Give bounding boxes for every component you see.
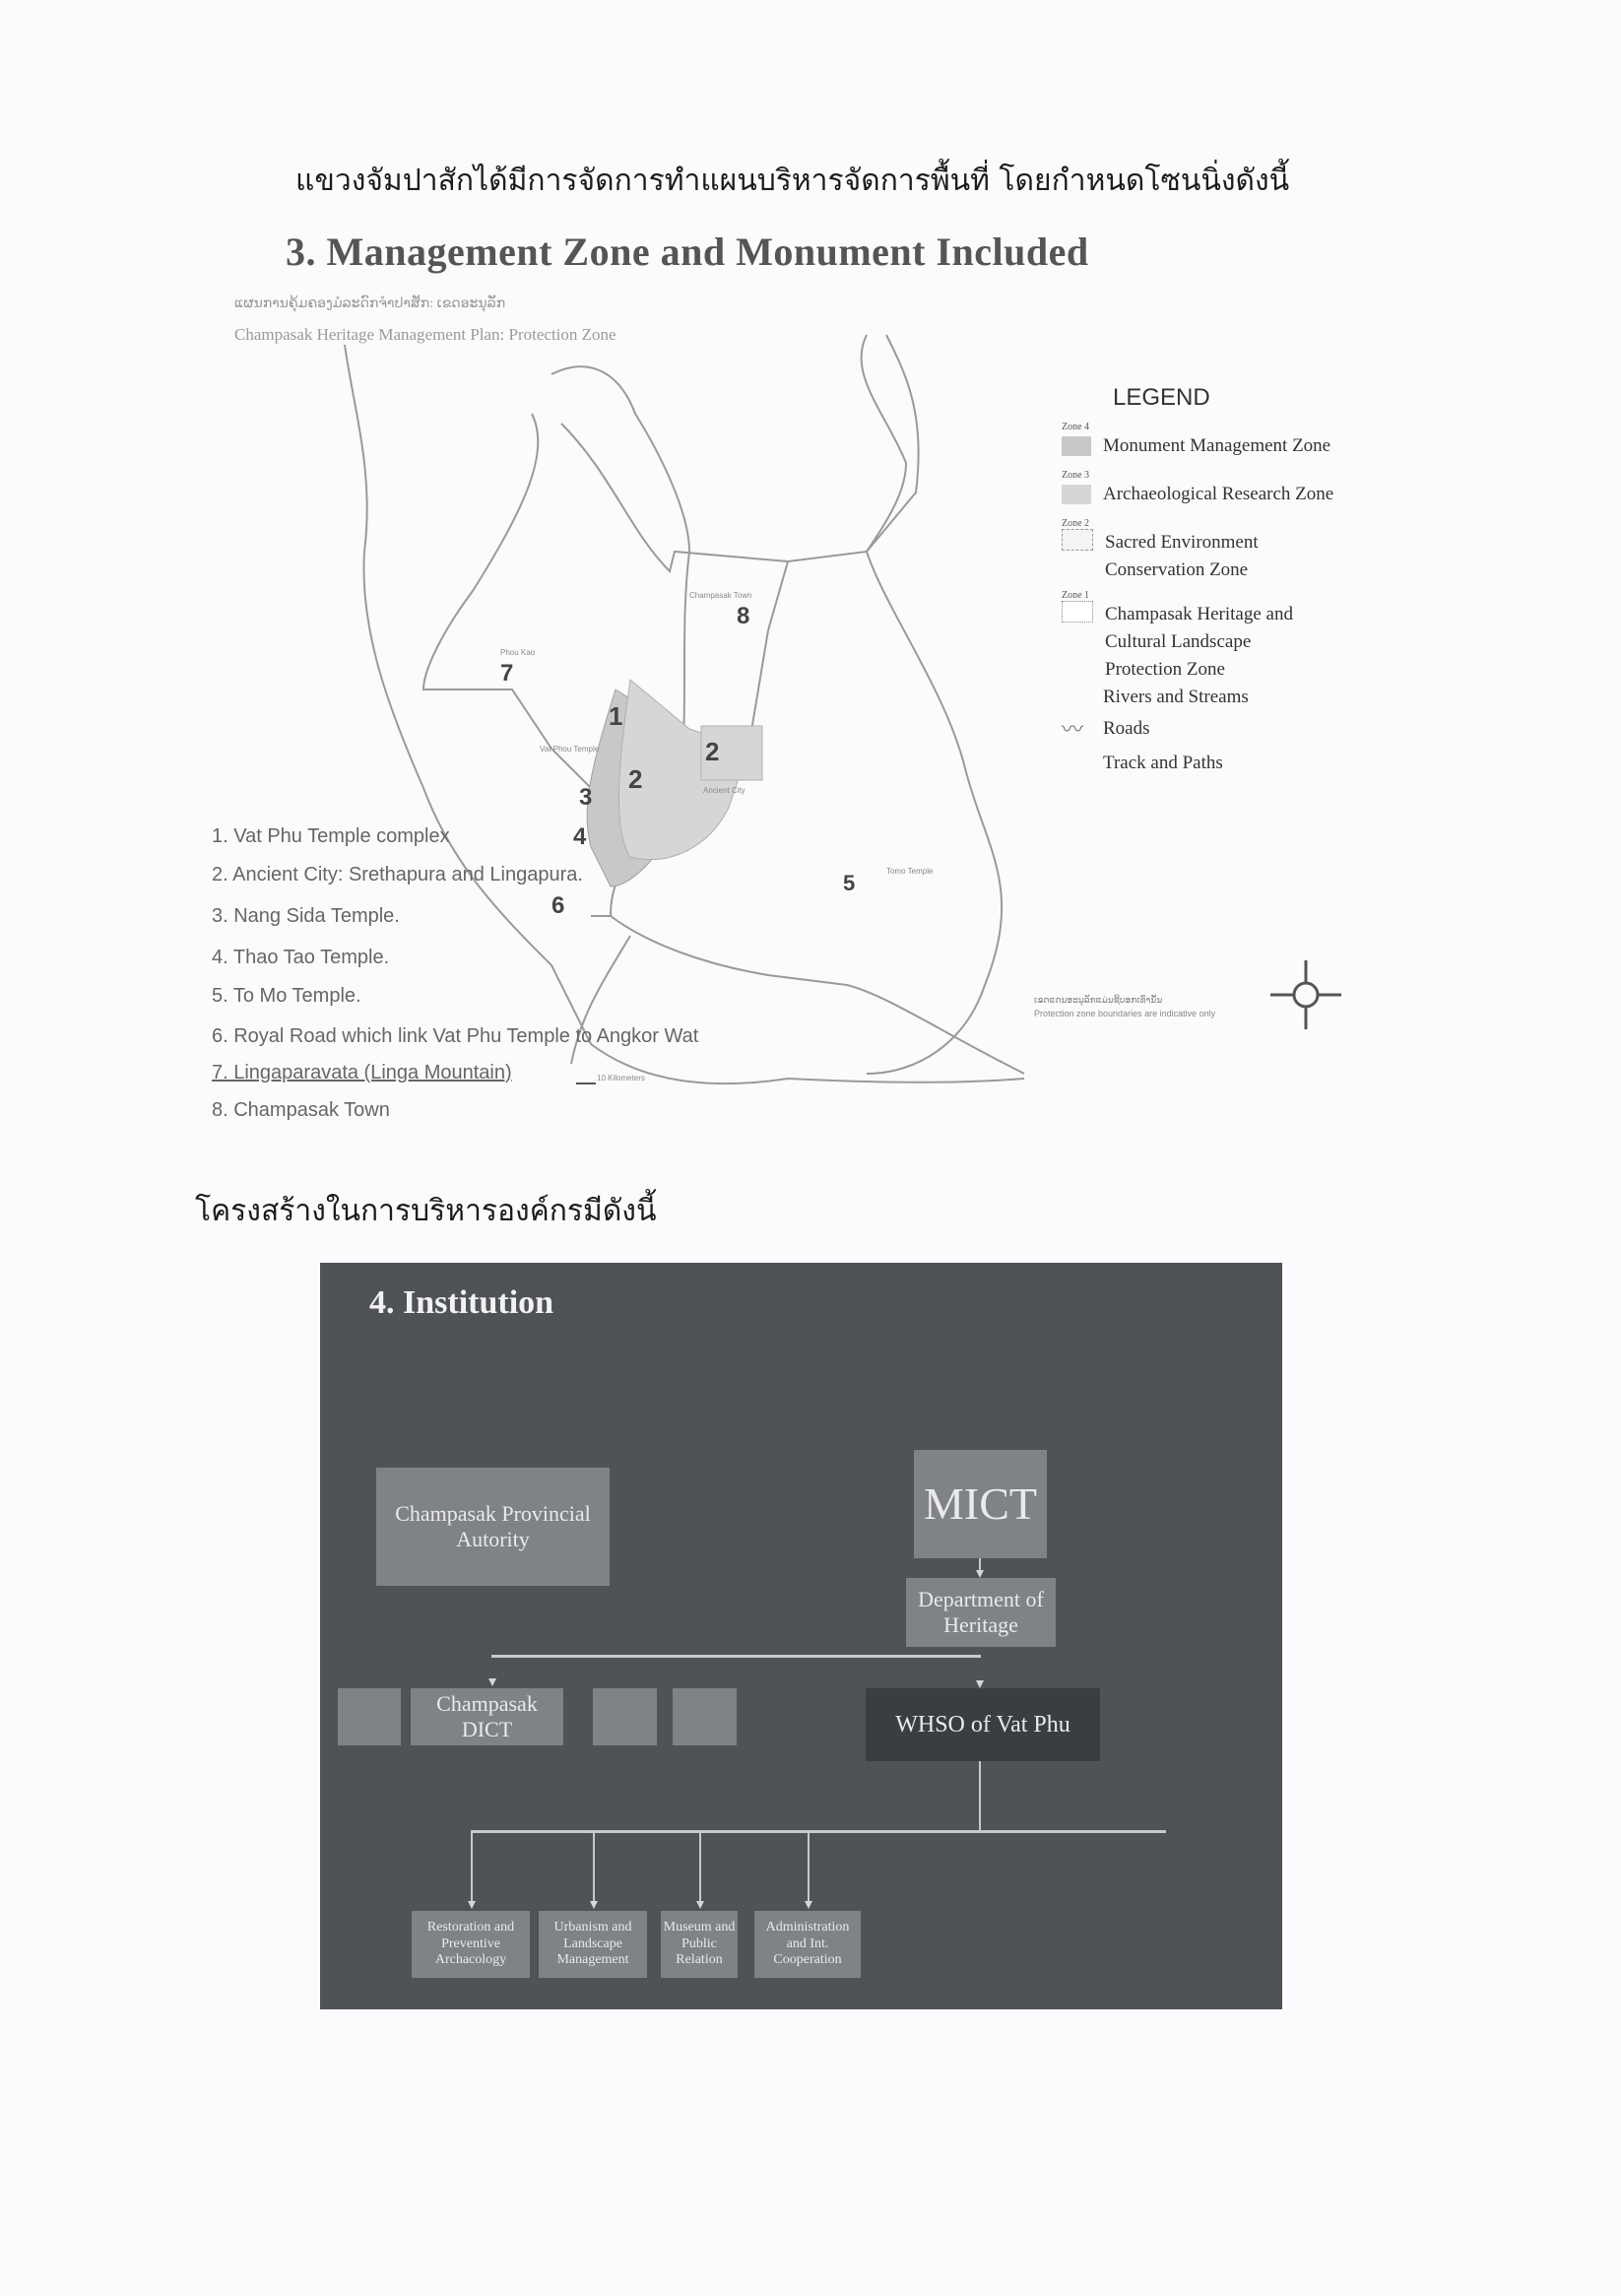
map-title: 3. Management Zone and Monument Included bbox=[286, 230, 1089, 274]
legend-item-zone2 bbox=[1062, 518, 1396, 584]
org-box-unit: Administration and Int. Cooperation bbox=[754, 1911, 861, 1978]
legend-item-zone1 bbox=[1062, 590, 1396, 684]
org-box-provincial: Champasak Provincial Autority bbox=[376, 1468, 610, 1586]
intro-text: แขวงจัมปาสักได้มีการจัดการทำแผนบริหารจัดการพื้นที่ โดยกำหนดโซนนิ่งดังนี้ bbox=[295, 164, 1290, 198]
legend-zone-label: Zone 4 bbox=[1062, 422, 1090, 432]
map-footnote-lao: ເຂດແດນອະນຸລັກແມ່ນຊີ້ບອກເທົ່ານັ້ນ bbox=[1034, 995, 1163, 1005]
legend-swatch-zone3 bbox=[1062, 485, 1091, 504]
legend-item-zone4 bbox=[1062, 422, 1396, 460]
org-box-unit: Restoration and Preventive Archacology bbox=[412, 1911, 530, 1978]
monument-item: 7. Lingaparavata (Linga Mountain) bbox=[212, 1062, 512, 1083]
scale-label: 10 Kilometers bbox=[597, 1074, 645, 1082]
map-marker-7: 7 bbox=[500, 660, 514, 687]
legend-label: Archaeological Research Zone bbox=[1103, 484, 1334, 504]
structure-text: โครงสร้างในการบริหารองค์กรมีดังนี้ bbox=[195, 1194, 657, 1228]
monument-item: 1. Vat Phu Temple complex bbox=[212, 825, 450, 847]
legend-label: Roads bbox=[1103, 717, 1150, 739]
org-box-whso: WHSO of Vat Phu bbox=[866, 1688, 1100, 1761]
legend-label: Champasak Heritage and Cultural Landscape Protection Zone bbox=[1105, 604, 1293, 680]
map-marker-2-city: 2 bbox=[705, 737, 720, 766]
road-east bbox=[867, 552, 1002, 1074]
monument-item: 6. Royal Road which link Vat Phu Temple to Angkor Wat bbox=[212, 1025, 699, 1047]
map-subtitle-lao: ແຜນການຄຸ້ມຄອງມໍລະດົກຈຳປາສັກ: ເຂດອະນຸລັກ bbox=[234, 296, 506, 311]
map-marker-6: 6 bbox=[551, 892, 565, 919]
org-box-unit: Urbanism and Landscape Management bbox=[539, 1911, 647, 1978]
legend-swatch-zone4 bbox=[1062, 436, 1091, 456]
legend-label: Monument Management Zone bbox=[1103, 435, 1331, 456]
map-label-ancient-city: Ancient City bbox=[703, 786, 746, 795]
map-label-tomo: Tomo Temple bbox=[886, 867, 934, 876]
map-marker-3: 3 bbox=[579, 784, 593, 811]
org-units bbox=[320, 1263, 1282, 2009]
legend-swatch-zone1 bbox=[1062, 601, 1093, 623]
legend-zone-label: Zone 3 bbox=[1062, 470, 1090, 481]
map-marker-4: 4 bbox=[573, 823, 587, 850]
legend-roads bbox=[1062, 713, 1396, 744]
monument-item: 3. Nang Sida Temple. bbox=[212, 905, 400, 927]
legend-rivers: Rivers and Streams bbox=[1103, 687, 1249, 707]
map-footnote: Protection zone boundaries are indicative only bbox=[1034, 1009, 1216, 1018]
legend-label: Sacred Environment Conservation Zone bbox=[1105, 532, 1259, 580]
monument-item: 5. To Mo Temple. bbox=[212, 985, 361, 1007]
map-legend bbox=[1062, 384, 1396, 777]
map-marker-2: 2 bbox=[628, 764, 643, 794]
map-marker-5: 5 bbox=[843, 871, 856, 895]
map-label-vat-phou: Vat Phou Temple bbox=[540, 745, 600, 754]
legend-swatch-zone2 bbox=[1062, 529, 1093, 551]
roads-zigzag-icon: 〰 bbox=[1062, 718, 1084, 743]
compass-icon bbox=[1270, 960, 1341, 1029]
legend-tracks: Track and Paths bbox=[1103, 753, 1223, 773]
org-box-dict: Champasak DICT bbox=[411, 1688, 563, 1745]
org-box-mict: MICT bbox=[914, 1450, 1047, 1558]
monument-item: 8. Champasak Town bbox=[212, 1099, 390, 1121]
map-marker-8: 8 bbox=[737, 603, 750, 629]
slide-title: 4. Institution bbox=[369, 1284, 554, 1321]
org-box-unit: Museum and Public Relation bbox=[661, 1911, 738, 1978]
legend-zone-label: Zone 1 bbox=[1062, 590, 1090, 601]
river bbox=[561, 335, 906, 571]
map-marker-1: 1 bbox=[609, 701, 623, 731]
map-subtitle: Champasak Heritage Management Plan: Protection Zone bbox=[234, 325, 616, 344]
map-label-phou-kao: Phou Kao bbox=[500, 648, 536, 657]
map-label-champasak-town: Champasak Town bbox=[689, 591, 752, 600]
road-north bbox=[867, 335, 919, 552]
monument-item: 2. Ancient City: Srethapura and Lingapura. bbox=[212, 864, 583, 886]
monument-item: 4. Thao Tao Temple. bbox=[212, 947, 390, 968]
legend-zone-label: Zone 2 bbox=[1062, 518, 1090, 529]
royal-road bbox=[611, 916, 1024, 1074]
legend-title: LEGEND bbox=[1113, 384, 1210, 411]
org-box-department: Department of Heritage bbox=[906, 1578, 1056, 1647]
legend-item-zone3 bbox=[1062, 470, 1396, 508]
